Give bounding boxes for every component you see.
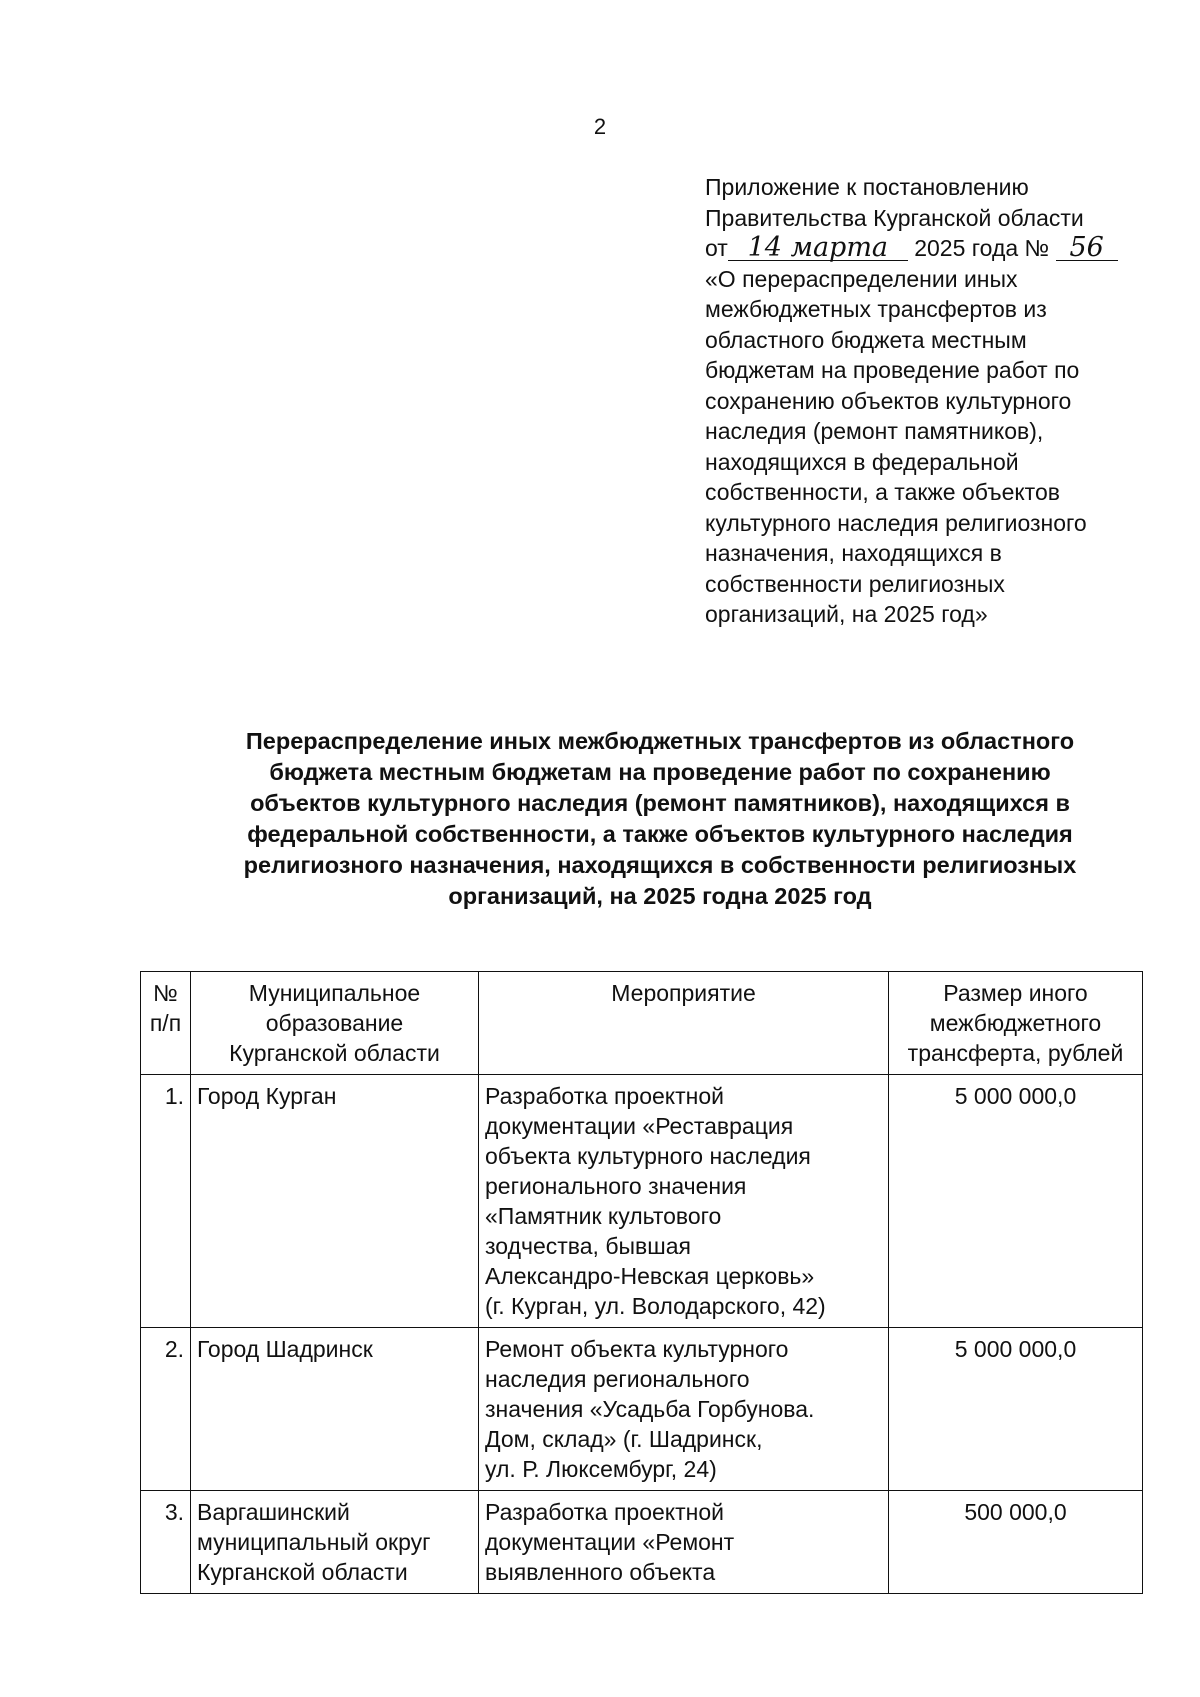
header-text: Курганской области — [229, 1040, 440, 1066]
appendix-title-line: организаций, на 2025 год» — [705, 601, 988, 627]
document-title-line: бюджета местным бюджетам на проведение работ по сохранению — [269, 759, 1051, 785]
appendix-date-line — [705, 233, 1165, 264]
table-row — [141, 1491, 1143, 1594]
document-title-line: организаций, на 2025 годна 2025 год — [448, 883, 872, 909]
appendix-title-line: бюджетам на проведение работ по — [705, 357, 1080, 383]
handwritten-number: 56 — [1056, 236, 1118, 261]
appendix-line: Приложение к постановлению — [705, 174, 1029, 200]
header-text: № — [153, 980, 178, 1006]
row-number: 2. — [141, 1328, 191, 1491]
cell-text: «Памятник культового — [485, 1203, 722, 1229]
page-number: 2 — [593, 114, 607, 139]
table-row — [141, 1075, 1143, 1328]
appendix-title-line: находящихся в федеральной — [705, 448, 1019, 475]
cell-text: Дом, склад» (г. Шадринск, — [485, 1426, 763, 1452]
cell-text: наследия регионального — [485, 1366, 750, 1392]
row-amount: 500 000,0 — [889, 1491, 1143, 1594]
row-number: 3. — [141, 1491, 191, 1594]
cell-text: документации «Ремонт — [485, 1529, 735, 1555]
document-title-line: Перераспределение иных межбюджетных трансфертов из областного — [245, 728, 1075, 754]
cell-text: Курганской области — [197, 1559, 408, 1585]
cell-text: объекта культурного наследия — [485, 1143, 811, 1169]
cell-text: Разработка проектной — [485, 1083, 725, 1109]
document-title — [170, 726, 1150, 912]
appendix-title-line: «О перераспределении иных — [705, 265, 1018, 292]
row-measure — [479, 1491, 889, 1594]
document-title-line: объектов культурного наследия (ремонт памятников), находящихся в — [250, 790, 1070, 816]
cell-text: значения «Усадьба Горбунова. — [485, 1396, 815, 1422]
cell-text: Город Шадринск — [197, 1336, 373, 1362]
cell-text: Город Курган — [197, 1083, 337, 1109]
cell-text: (г. Курган, ул. Володарского, 42) — [485, 1293, 826, 1319]
cell-text: Разработка проектной — [485, 1499, 725, 1525]
row-municipality — [191, 1491, 479, 1594]
header-num — [141, 972, 191, 1075]
appendix-title-line: назначения, находящихся в — [705, 540, 1002, 566]
table-row — [141, 1328, 1143, 1491]
header-amount — [889, 972, 1143, 1075]
cell-text: зодчества, бывшая — [485, 1233, 691, 1259]
header-text: Мероприятие — [611, 980, 756, 1006]
header-text: трансферта, рублей — [907, 1040, 1124, 1066]
cell-text: муниципальный округ — [197, 1529, 431, 1555]
header-measure — [479, 972, 889, 1075]
appendix-block — [705, 172, 1165, 630]
row-measure — [479, 1075, 889, 1328]
row-amount: 5 000 000,0 — [889, 1328, 1143, 1491]
row-number: 1. — [141, 1075, 191, 1328]
appendix-title-line: областного бюджета местным — [705, 326, 1027, 353]
date-prefix: от — [705, 235, 728, 261]
table-header-row — [141, 972, 1143, 1075]
transfers-table — [140, 971, 1143, 1594]
appendix-title-line: наследия (ремонт памятников), — [705, 418, 1044, 444]
row-municipality — [191, 1075, 479, 1328]
header-text: образование — [265, 1010, 404, 1036]
appendix-title-line: межбюджетных трансфертов из — [705, 296, 1047, 322]
cell-text: Ремонт объекта культурного — [485, 1336, 789, 1362]
row-amount: 5 000 000,0 — [889, 1075, 1143, 1328]
appendix-title-line: собственности, а также объектов — [705, 479, 1060, 505]
cell-text: ул. Р. Люксембург, 24) — [485, 1456, 717, 1482]
header-municipality — [191, 972, 479, 1075]
handwritten-date: 14 марта — [728, 236, 908, 261]
header-text: п/п — [149, 1010, 182, 1036]
header-text: Размер иного — [943, 980, 1088, 1006]
year-text: 2025 года № — [914, 235, 1050, 261]
cell-text: выявленного объекта — [485, 1559, 716, 1585]
row-municipality — [191, 1328, 479, 1491]
document-title-line: религиозного назначения, находящихся в собственности религиозных — [243, 852, 1077, 878]
header-text: межбюджетного — [929, 1010, 1102, 1036]
cell-text: Варгашинский — [197, 1499, 350, 1525]
header-text: Муниципальное — [248, 980, 421, 1006]
row-measure — [479, 1328, 889, 1491]
cell-text: регионального значения — [485, 1173, 747, 1199]
appendix-title-line: собственности религиозных — [705, 570, 1005, 597]
document-title-line: федеральной собственности, а также объектов культурного наследия — [247, 821, 1073, 847]
cell-text: документации «Реставрация — [485, 1113, 794, 1139]
appendix-line: Правительства Курганской области — [705, 204, 1084, 231]
appendix-title-line: культурного наследия религиозного — [705, 509, 1087, 536]
cell-text: Александро-Невская церковь» — [485, 1263, 815, 1289]
appendix-title-line: сохранению объектов культурного — [705, 387, 1072, 414]
